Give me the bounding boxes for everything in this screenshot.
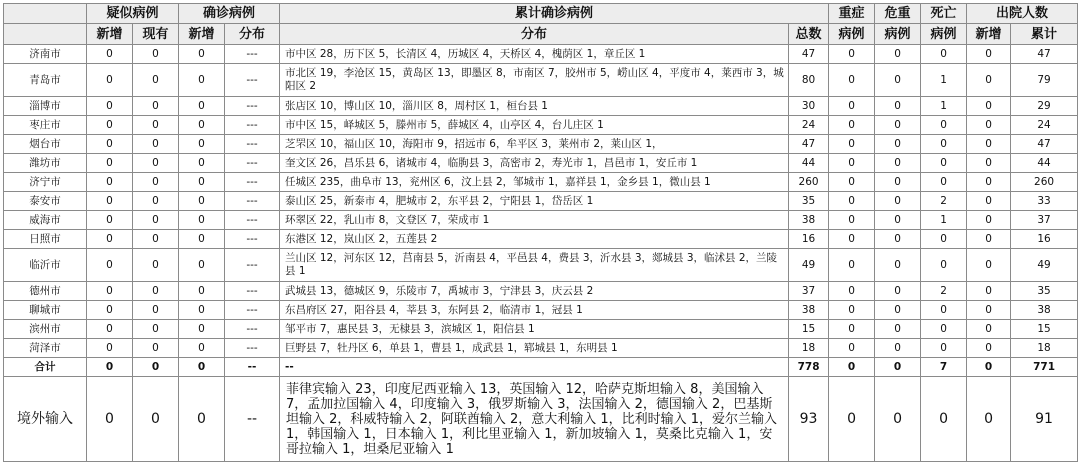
death-count: 0 bbox=[921, 173, 967, 192]
severe-count: 0 bbox=[829, 282, 875, 301]
confirmed-new: 0 bbox=[179, 358, 225, 377]
discharged-new: 0 bbox=[967, 116, 1011, 135]
city-name: 聊城市 bbox=[4, 301, 87, 320]
discharged-new: 0 bbox=[967, 249, 1011, 282]
city-name: 潍坊市 bbox=[4, 154, 87, 173]
table-row bbox=[4, 211, 1078, 230]
confirmed-distribution: -- bbox=[225, 358, 280, 377]
confirmed-new: 0 bbox=[179, 301, 225, 320]
header-discharged: 出院人数 bbox=[967, 4, 1078, 24]
confirmed-new: 0 bbox=[179, 154, 225, 173]
discharged-new: 0 bbox=[967, 282, 1011, 301]
cumulative-total: 47 bbox=[789, 45, 829, 64]
suspected-existing: 0 bbox=[133, 377, 179, 462]
confirmed-new: 0 bbox=[179, 230, 225, 249]
header-discharged-cum: 累计 bbox=[1011, 24, 1078, 45]
confirmed-new: 0 bbox=[179, 339, 225, 358]
discharged-cumulative: 33 bbox=[1011, 192, 1078, 211]
header-conf-distribution: 分布 bbox=[225, 24, 280, 45]
death-count: 2 bbox=[921, 192, 967, 211]
severe-count: 0 bbox=[829, 320, 875, 339]
suspected-new: 0 bbox=[87, 377, 133, 462]
discharged-cumulative: 771 bbox=[1011, 358, 1078, 377]
header-death-cases: 病例 bbox=[921, 24, 967, 45]
critical-count: 0 bbox=[875, 339, 921, 358]
discharged-new: 0 bbox=[967, 45, 1011, 64]
table-row bbox=[4, 45, 1078, 64]
district-distribution: 武城县 13，德城区 9，乐陵市 7，禹城市 3，宁津县 3，庆云县 2 bbox=[280, 282, 789, 301]
district-distribution: 环翠区 22，乳山市 8，文登区 7，荣成市 1 bbox=[280, 211, 789, 230]
death-count: 0 bbox=[921, 339, 967, 358]
header-conf-new: 新增 bbox=[179, 24, 225, 45]
confirmed-distribution: --- bbox=[225, 45, 280, 64]
critical-count: 0 bbox=[875, 377, 921, 462]
death-count: 0 bbox=[921, 230, 967, 249]
suspected-existing: 0 bbox=[133, 192, 179, 211]
table-row bbox=[4, 377, 1078, 462]
confirmed-new: 0 bbox=[179, 97, 225, 116]
discharged-new: 0 bbox=[967, 358, 1011, 377]
discharged-cumulative: 24 bbox=[1011, 116, 1078, 135]
cumulative-total: 38 bbox=[789, 301, 829, 320]
city-name: 淄博市 bbox=[4, 97, 87, 116]
table-row bbox=[4, 358, 1078, 377]
table-row bbox=[4, 230, 1078, 249]
table-row bbox=[4, 339, 1078, 358]
severe-count: 0 bbox=[829, 377, 875, 462]
cumulative-total: 80 bbox=[789, 64, 829, 97]
suspected-new: 0 bbox=[87, 320, 133, 339]
confirmed-distribution: -- bbox=[225, 377, 280, 462]
severe-count: 0 bbox=[829, 192, 875, 211]
critical-count: 0 bbox=[875, 45, 921, 64]
header-row-sub bbox=[4, 24, 1078, 45]
suspected-existing: 0 bbox=[133, 154, 179, 173]
table-row bbox=[4, 249, 1078, 282]
discharged-cumulative: 37 bbox=[1011, 211, 1078, 230]
table-row bbox=[4, 135, 1078, 154]
district-distribution: 市中区 28，历下区 5，长清区 4，历城区 4，天桥区 4，槐荫区 1，章丘区 1 bbox=[280, 45, 789, 64]
city-name: 合计 bbox=[4, 358, 87, 377]
critical-count: 0 bbox=[875, 282, 921, 301]
confirmed-distribution: --- bbox=[225, 135, 280, 154]
cumulative-total: 778 bbox=[789, 358, 829, 377]
confirmed-distribution: --- bbox=[225, 249, 280, 282]
discharged-new: 0 bbox=[967, 97, 1011, 116]
covid-stats-table-container bbox=[3, 3, 1077, 462]
severe-count: 0 bbox=[829, 154, 875, 173]
discharged-cumulative: 38 bbox=[1011, 301, 1078, 320]
suspected-new: 0 bbox=[87, 135, 133, 154]
city-name: 临沂市 bbox=[4, 249, 87, 282]
suspected-existing: 0 bbox=[133, 301, 179, 320]
table-row bbox=[4, 173, 1078, 192]
death-count: 0 bbox=[921, 154, 967, 173]
suspected-new: 0 bbox=[87, 154, 133, 173]
district-distribution: 市中区 15，峄城区 5，滕州市 5，薛城区 4，山亭区 4，台儿庄区 1 bbox=[280, 116, 789, 135]
city-name: 滨州市 bbox=[4, 320, 87, 339]
cumulative-total: 37 bbox=[789, 282, 829, 301]
cumulative-total: 18 bbox=[789, 339, 829, 358]
confirmed-distribution: --- bbox=[225, 230, 280, 249]
suspected-existing: 0 bbox=[133, 249, 179, 282]
city-name: 境外输入 bbox=[4, 377, 87, 462]
critical-count: 0 bbox=[875, 154, 921, 173]
header-cum-distribution: 分布 bbox=[280, 24, 789, 45]
suspected-new: 0 bbox=[87, 192, 133, 211]
suspected-existing: 0 bbox=[133, 230, 179, 249]
severe-count: 0 bbox=[829, 301, 875, 320]
cumulative-total: 15 bbox=[789, 320, 829, 339]
confirmed-distribution: --- bbox=[225, 192, 280, 211]
severe-count: 0 bbox=[829, 173, 875, 192]
discharged-cumulative: 44 bbox=[1011, 154, 1078, 173]
district-distribution: 东港区 12，岚山区 2，五莲县 2 bbox=[280, 230, 789, 249]
confirmed-distribution: --- bbox=[225, 339, 280, 358]
city-name: 济宁市 bbox=[4, 173, 87, 192]
district-distribution: 奎文区 26，昌乐县 6，诸城市 4，临朐县 3，高密市 2，寿光市 1，昌邑市 1，安丘市 1 bbox=[280, 154, 789, 173]
severe-count: 0 bbox=[829, 230, 875, 249]
confirmed-distribution: --- bbox=[225, 211, 280, 230]
city-name: 菏泽市 bbox=[4, 339, 87, 358]
severe-count: 0 bbox=[829, 116, 875, 135]
discharged-new: 0 bbox=[967, 64, 1011, 97]
severe-count: 0 bbox=[829, 135, 875, 154]
city-name: 泰安市 bbox=[4, 192, 87, 211]
severe-count: 0 bbox=[829, 211, 875, 230]
critical-count: 0 bbox=[875, 230, 921, 249]
cumulative-total: 47 bbox=[789, 135, 829, 154]
suspected-existing: 0 bbox=[133, 339, 179, 358]
death-count: 0 bbox=[921, 377, 967, 462]
suspected-existing: 0 bbox=[133, 135, 179, 154]
suspected-existing: 0 bbox=[133, 173, 179, 192]
severe-count: 0 bbox=[829, 358, 875, 377]
district-distribution: -- bbox=[280, 358, 789, 377]
table-row bbox=[4, 116, 1078, 135]
discharged-cumulative: 91 bbox=[1011, 377, 1078, 462]
confirmed-new: 0 bbox=[179, 211, 225, 230]
critical-count: 0 bbox=[875, 211, 921, 230]
district-distribution: 张店区 10，博山区 10，淄川区 8，周村区 1，桓台县 1 bbox=[280, 97, 789, 116]
discharged-new: 0 bbox=[967, 173, 1011, 192]
death-count: 7 bbox=[921, 358, 967, 377]
death-count: 1 bbox=[921, 64, 967, 97]
city-name: 德州市 bbox=[4, 282, 87, 301]
discharged-new: 0 bbox=[967, 211, 1011, 230]
table-row bbox=[4, 282, 1078, 301]
death-count: 0 bbox=[921, 301, 967, 320]
confirmed-new: 0 bbox=[179, 282, 225, 301]
confirmed-distribution: --- bbox=[225, 154, 280, 173]
discharged-cumulative: 47 bbox=[1011, 45, 1078, 64]
death-count: 0 bbox=[921, 249, 967, 282]
city-name: 日照市 bbox=[4, 230, 87, 249]
death-count: 1 bbox=[921, 211, 967, 230]
discharged-new: 0 bbox=[967, 192, 1011, 211]
critical-count: 0 bbox=[875, 173, 921, 192]
covid-stats-table bbox=[3, 3, 1078, 462]
critical-count: 0 bbox=[875, 249, 921, 282]
critical-count: 0 bbox=[875, 97, 921, 116]
critical-count: 0 bbox=[875, 358, 921, 377]
critical-count: 0 bbox=[875, 135, 921, 154]
confirmed-distribution: --- bbox=[225, 282, 280, 301]
cumulative-total: 93 bbox=[789, 377, 829, 462]
discharged-cumulative: 18 bbox=[1011, 339, 1078, 358]
district-distribution: 邹平市 7，惠民县 3，无棣县 3，滨城区 1，阳信县 1 bbox=[280, 320, 789, 339]
district-distribution: 巨野县 7，牡丹区 6，单县 1，曹县 1，成武县 1，郓城县 1，东明县 1 bbox=[280, 339, 789, 358]
discharged-cumulative: 260 bbox=[1011, 173, 1078, 192]
confirmed-distribution: --- bbox=[225, 320, 280, 339]
header-blank-sub bbox=[4, 24, 87, 45]
header-death: 死亡 bbox=[921, 4, 967, 24]
discharged-new: 0 bbox=[967, 320, 1011, 339]
confirmed-distribution: --- bbox=[225, 116, 280, 135]
district-distribution: 市北区 19，李沧区 15，黄岛区 13，即墨区 8，市南区 7，胶州市 5，崂山区 4，平度市 4，莱西市 3，城阳区 2 bbox=[280, 64, 789, 97]
district-distribution: 任城区 235，曲阜市 13，兖州区 6，汶上县 2，邹城市 1，嘉祥县 1，金乡县 1，微山县 1 bbox=[280, 173, 789, 192]
critical-count: 0 bbox=[875, 192, 921, 211]
discharged-new: 0 bbox=[967, 377, 1011, 462]
severe-count: 0 bbox=[829, 64, 875, 97]
header-confirmed: 确诊病例 bbox=[179, 4, 280, 24]
suspected-new: 0 bbox=[87, 249, 133, 282]
city-name: 威海市 bbox=[4, 211, 87, 230]
cumulative-total: 49 bbox=[789, 249, 829, 282]
table-row bbox=[4, 192, 1078, 211]
cumulative-total: 16 bbox=[789, 230, 829, 249]
cumulative-total: 35 bbox=[789, 192, 829, 211]
discharged-cumulative: 49 bbox=[1011, 249, 1078, 282]
death-count: 0 bbox=[921, 135, 967, 154]
table-body bbox=[4, 45, 1078, 462]
cumulative-total: 30 bbox=[789, 97, 829, 116]
discharged-cumulative: 16 bbox=[1011, 230, 1078, 249]
cumulative-total: 38 bbox=[789, 211, 829, 230]
table-row bbox=[4, 64, 1078, 97]
discharged-cumulative: 29 bbox=[1011, 97, 1078, 116]
suspected-new: 0 bbox=[87, 230, 133, 249]
header-row-main bbox=[4, 4, 1078, 24]
confirmed-new: 0 bbox=[179, 249, 225, 282]
district-distribution: 芝罘区 10，福山区 10，海阳市 9，招远市 6，牟平区 3，莱州市 2，莱山区 1， bbox=[280, 135, 789, 154]
district-distribution: 泰山区 25，新泰市 4，肥城市 2，东平县 2，宁阳县 1，岱岳区 1 bbox=[280, 192, 789, 211]
severe-count: 0 bbox=[829, 249, 875, 282]
header-critical: 危重 bbox=[875, 4, 921, 24]
confirmed-new: 0 bbox=[179, 173, 225, 192]
header-blank bbox=[4, 4, 87, 24]
suspected-existing: 0 bbox=[133, 358, 179, 377]
discharged-new: 0 bbox=[967, 230, 1011, 249]
header-suspected: 疑似病例 bbox=[87, 4, 179, 24]
header-cumulative: 累计确诊病例 bbox=[280, 4, 829, 24]
header-sus-existing: 现有 bbox=[133, 24, 179, 45]
district-distribution: 菲律宾输入 23，印度尼西亚输入 13，英国输入 12，哈萨克斯坦输入 8，美国输入 7，孟加拉国输入 4，印度输入 3，俄罗斯输入 3，法国输入 2，德国输入 2，巴基斯坦输入 2，科威特输入 2，阿联酋输入 2，意大利输入 1，比利时输入 1，爱尔兰输入 1，韩国输入 1，日本输入 1，利比里亚输入 1，新加坡输入 1，莫桑比克输入 1，安哥拉输入 1，坦桑尼亚输入 1 bbox=[280, 377, 789, 462]
suspected-new: 0 bbox=[87, 97, 133, 116]
suspected-existing: 0 bbox=[133, 64, 179, 97]
death-count: 1 bbox=[921, 97, 967, 116]
confirmed-new: 0 bbox=[179, 320, 225, 339]
discharged-cumulative: 35 bbox=[1011, 282, 1078, 301]
cumulative-total: 44 bbox=[789, 154, 829, 173]
severe-count: 0 bbox=[829, 339, 875, 358]
death-count: 0 bbox=[921, 116, 967, 135]
header-severe-cases: 病例 bbox=[829, 24, 875, 45]
header-discharged-new: 新增 bbox=[967, 24, 1011, 45]
confirmed-new: 0 bbox=[179, 64, 225, 97]
suspected-existing: 0 bbox=[133, 97, 179, 116]
critical-count: 0 bbox=[875, 116, 921, 135]
confirmed-new: 0 bbox=[179, 192, 225, 211]
header-cum-total: 总数 bbox=[789, 24, 829, 45]
suspected-new: 0 bbox=[87, 116, 133, 135]
suspected-new: 0 bbox=[87, 211, 133, 230]
suspected-existing: 0 bbox=[133, 45, 179, 64]
suspected-new: 0 bbox=[87, 282, 133, 301]
death-count: 0 bbox=[921, 45, 967, 64]
cumulative-total: 260 bbox=[789, 173, 829, 192]
death-count: 0 bbox=[921, 320, 967, 339]
city-name: 济南市 bbox=[4, 45, 87, 64]
table-row bbox=[4, 97, 1078, 116]
severe-count: 0 bbox=[829, 45, 875, 64]
discharged-new: 0 bbox=[967, 135, 1011, 154]
discharged-new: 0 bbox=[967, 154, 1011, 173]
suspected-new: 0 bbox=[87, 339, 133, 358]
header-critical-cases: 病例 bbox=[875, 24, 921, 45]
discharged-new: 0 bbox=[967, 301, 1011, 320]
confirmed-new: 0 bbox=[179, 377, 225, 462]
table-row bbox=[4, 154, 1078, 173]
confirmed-new: 0 bbox=[179, 135, 225, 154]
header-severe: 重症 bbox=[829, 4, 875, 24]
severe-count: 0 bbox=[829, 97, 875, 116]
suspected-existing: 0 bbox=[133, 282, 179, 301]
confirmed-distribution: --- bbox=[225, 97, 280, 116]
cumulative-total: 24 bbox=[789, 116, 829, 135]
suspected-new: 0 bbox=[87, 301, 133, 320]
critical-count: 0 bbox=[875, 64, 921, 97]
city-name: 烟台市 bbox=[4, 135, 87, 154]
confirmed-new: 0 bbox=[179, 45, 225, 64]
table-row bbox=[4, 320, 1078, 339]
confirmed-new: 0 bbox=[179, 116, 225, 135]
suspected-new: 0 bbox=[87, 358, 133, 377]
city-name: 枣庄市 bbox=[4, 116, 87, 135]
confirmed-distribution: --- bbox=[225, 301, 280, 320]
suspected-existing: 0 bbox=[133, 211, 179, 230]
suspected-new: 0 bbox=[87, 64, 133, 97]
confirmed-distribution: --- bbox=[225, 173, 280, 192]
suspected-existing: 0 bbox=[133, 116, 179, 135]
death-count: 2 bbox=[921, 282, 967, 301]
critical-count: 0 bbox=[875, 301, 921, 320]
critical-count: 0 bbox=[875, 320, 921, 339]
header-sus-new: 新增 bbox=[87, 24, 133, 45]
suspected-new: 0 bbox=[87, 173, 133, 192]
discharged-cumulative: 47 bbox=[1011, 135, 1078, 154]
district-distribution: 东昌府区 27，阳谷县 4，莘县 3，东阿县 2，临清市 1，冠县 1 bbox=[280, 301, 789, 320]
suspected-new: 0 bbox=[87, 45, 133, 64]
discharged-cumulative: 15 bbox=[1011, 320, 1078, 339]
discharged-cumulative: 79 bbox=[1011, 64, 1078, 97]
district-distribution: 兰山区 12，河东区 12，莒南县 5，沂南县 4，平邑县 4，费县 3，沂水县 3，郯城县 3，临沭县 2，兰陵县 1 bbox=[280, 249, 789, 282]
suspected-existing: 0 bbox=[133, 320, 179, 339]
city-name: 青岛市 bbox=[4, 64, 87, 97]
confirmed-distribution: --- bbox=[225, 64, 280, 97]
table-row bbox=[4, 301, 1078, 320]
discharged-new: 0 bbox=[967, 339, 1011, 358]
